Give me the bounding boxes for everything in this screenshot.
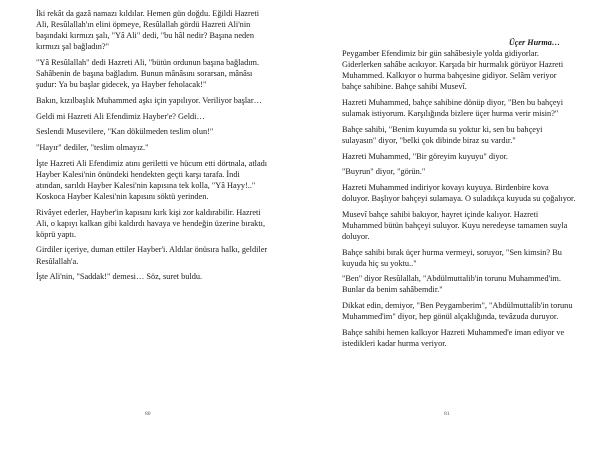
left-page-text xyxy=(36,8,268,287)
paragraph: Hazreti Muhammed indiriyor kovayı kuyuya. Birdenbire kova doluyor. Başlıyor bahçeyi sulamaya. O suladıkça kuyuda su çoğalıyor. xyxy=(342,182,576,203)
paragraph: Bahçe sahibi hemen kalkıyor Hazreti Muhammed'e iman ediyor ve istedikleri kadar hurma veriyor. xyxy=(342,327,565,348)
paragraph: Bahçe sahibi, "Benim kuyumda su yoktur ki, sen bu bahçeyi sulayasın" diyor, "belki çok dibinde biraz su vardır." xyxy=(342,124,543,145)
paragraph: "Buyrun" diyor, "görün." xyxy=(342,167,426,177)
paragraph: Hazreti Muhammed, bahçe sahibine dönüp diyor, "Ben bu bahçeyi sulamak istiyorum. Karşılığında bizlere üçer hurma verir misin?" xyxy=(342,97,564,119)
paragraph: "Hayır" dediler, "teslim olmayız." xyxy=(36,142,149,152)
paragraph: Dikkat edin, demiyor, "Ben Peygamberim", "Abdülmuttalib'in torunu Muhammed'im" diyor, hep gönül alçaklığında, tevâzuda duruyor. xyxy=(342,301,573,322)
paragraph: Rivâyet ederler, Hayber'in kapısını kırk kişi zor kaldırabilir. Hazreti Ali, o kapıyı kalkan gibi kaldırdı havaya ve hendeğin üzerine bıraktı, köprü yaptı. xyxy=(36,207,266,239)
paragraph: Bakın, kızılbaşlık Muhammed aşkı için yapılıyor. Veriliyor başlar… xyxy=(36,95,262,105)
paragraph: İki rekât da gazâ namazı kıldılar. Hemen gün doğdu. Eğildi Hazreti Ali, Resûlallah'ın elini öpmeye, Resûlallah gördü Hazreti Ali'nin başındaki kırmızı şalı, "Yâ Ali" dedi, "bu hâl nedir? Başına neden kırmızı şal bağladın?" xyxy=(36,9,260,52)
paragraph: İşte Hazreti Ali Efendimiz atını geriletti ve hücum etti dörtnala, atladı Hayber Kalesi'nin önündeki hendekten geçti karşı tarafa. İndi atından, sarıldı Hayber Kalesi'nin kapısına tek kolla, "Yâ Hayy!.." Koskoca Hayber Kalesi'nin kapısını söktü yerinden. xyxy=(36,158,268,201)
paragraph: Bahçe sahibi bırak üçer hurma vermeyi, soruyor, "Sen kimsin? Bu kuyuda hiç su yoktu.." xyxy=(342,247,562,268)
paragraph: "Ben" diyor Resûlallah, "Abdülmuttalib'in torunu Muhammed'im. Bunlar da benim sahâbemdir." xyxy=(342,274,561,295)
paragraph: "Yâ Resûlallah" dedi Hazreti Ali, "bütün ordunun başına bağladım. Sahâbenin de başına bağladım. Bunun mânâsını sorarsan, mânâsı şudur: Ya bu başlar gidecek, ya Hayber feholacak!" xyxy=(36,57,260,90)
paragraph: Seslendi Musevilere, "Kan dökülmeden teslim olun!" xyxy=(36,127,214,137)
paragraph: Hazreti Muhammed, "Bir göreyim kuyuyu" diyor. xyxy=(342,151,508,161)
page-number-right: 81 xyxy=(444,411,450,417)
paragraph: Peygamber Efendimiz bir gün sahâbesiyle yolda gidiyorlar. Giderlerken sahâbe acıkıyor. Karşıda bir hurmalık görüyor Hazreti Muhammed. Kalkıyor o hurma bahçesine gidiyor. Selâm veriyor bahçe sahibine. Bahçe sahibi Musevî. xyxy=(342,49,564,92)
paragraph: Musevî bahçe sahibi bakıyor, hayret içinde kalıyor. Hazreti Muhammed bütün bahçeyi suluyor. Kuyu neredeyse tamamen suyla doluyor. xyxy=(342,209,568,241)
running-header: Üçer Hurma… xyxy=(508,38,560,47)
paragraph: Girdiler içeriye, duman ettiler Hayber'i. Aldılar önüsıra halkı, geldiler Resûlallah'a. xyxy=(36,245,268,266)
right-page-text xyxy=(342,48,576,354)
paragraph: Geldi mi Hazreti Ali Efendimiz Hayber'e? Geldi… xyxy=(36,111,205,121)
page-number-left: 80 xyxy=(145,411,151,417)
paragraph: İşte Ali'nin, "Saddak!" demesi… Söz, suret buldu. xyxy=(36,272,203,282)
right-page xyxy=(300,0,600,449)
